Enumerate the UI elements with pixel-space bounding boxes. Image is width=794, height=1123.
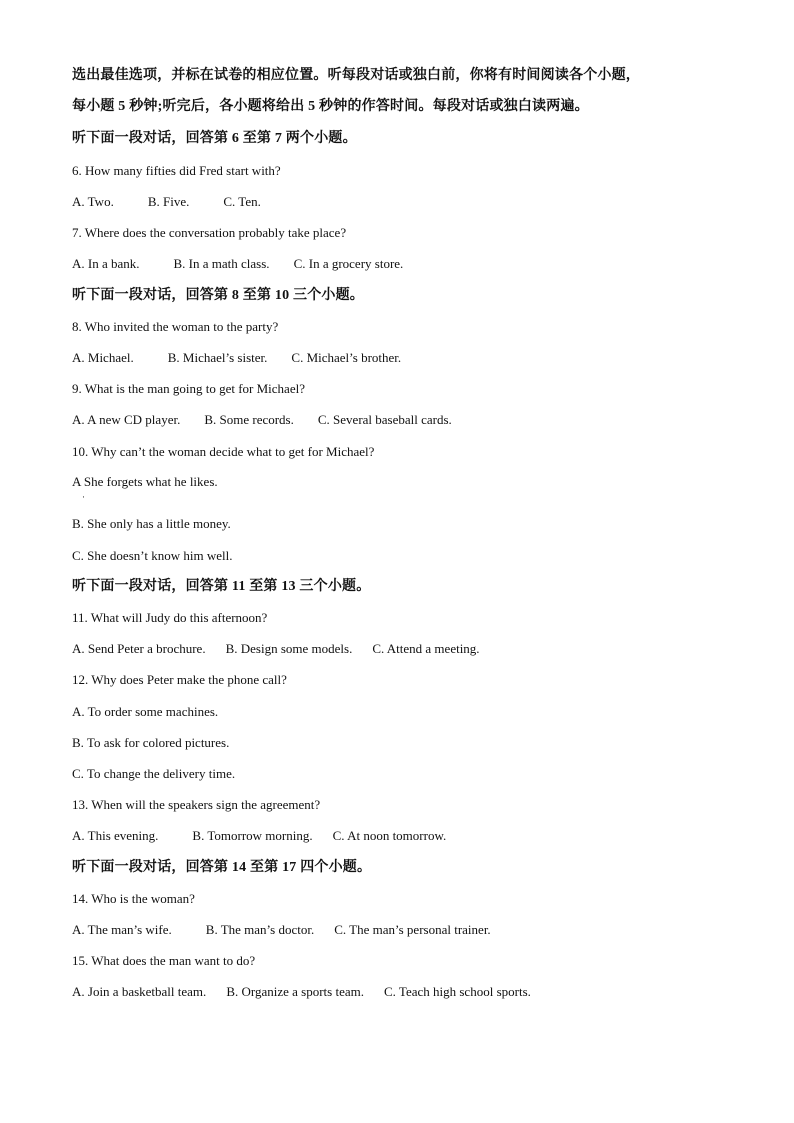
- option-a: A. Two.: [72, 194, 114, 209]
- question-options-8: [72, 349, 734, 367]
- option-b: B. Some records.: [204, 412, 294, 427]
- option-c: C. Attend a meeting.: [372, 641, 480, 656]
- option-c: C. Teach high school sports.: [383, 984, 531, 999]
- instructions-line-1: 选出最佳选项，并标在试卷的相应位置。听每段对话或独白前，你将有时间阅读各个小题，: [72, 68, 640, 83]
- question-stem-15: 15. What does the man want to do?: [72, 953, 256, 968]
- question-stem-10: 10. Why can’t the woman decide what to get for Michael?: [72, 444, 375, 459]
- question-option-12-a: A. To order some machines.: [72, 704, 219, 719]
- option-a: A. A new CD player.: [72, 412, 181, 427]
- question-stem-7: 7. Where does the conversation probably take place?: [72, 225, 347, 240]
- option-a: A. The man’s wife.: [72, 922, 172, 937]
- section-heading: 听下面一段对话，回答第 6 至第 7 两个小题。: [72, 131, 357, 146]
- question-stem-6: 6. How many fifties did Fred start with?: [72, 163, 281, 178]
- question-stem-12: 12. Why does Peter make the phone call?: [72, 672, 287, 687]
- option-c: C. At noon tomorrow.: [332, 828, 447, 843]
- question-options-7: [72, 255, 734, 273]
- question-options-6: [72, 193, 734, 211]
- option-b: B. Five.: [147, 194, 190, 209]
- question-stem-11: 11. What will Judy do this afternoon?: [72, 610, 268, 625]
- question-stem-14: 14. Who is the woman?: [72, 891, 195, 906]
- option-c: C. In a grocery store.: [293, 256, 404, 271]
- question-stem-8: 8. Who invited the woman to the party?: [72, 319, 279, 334]
- instructions-line-2: 每小题 5 秒钟;听完后，各小题将给出 5 秒钟的作答时间。每段对话或独白读两遍。: [72, 99, 589, 114]
- option-c: C. The man’s personal trainer.: [334, 922, 491, 937]
- option-a: A. In a bank.: [72, 256, 140, 271]
- section-heading: 听下面一段对话，回答第 8 至第 10 三个小题。: [72, 288, 364, 303]
- option-b: B. Organize a sports team.: [226, 984, 364, 999]
- question-options-11: [72, 640, 734, 658]
- option-a: A. Send Peter a brochure.: [72, 641, 206, 656]
- option-a: A. Join a basketball team.: [72, 984, 207, 999]
- option-c: C. Ten.: [223, 194, 261, 209]
- option-b: B. Michael’s sister.: [167, 350, 268, 365]
- question-option-12-c: C. To change the delivery time.: [72, 766, 236, 781]
- question-options-15: [72, 983, 734, 1001]
- option-b: B. Tomorrow morning.: [192, 828, 313, 843]
- section-heading: 听下面一段对话，回答第 14 至第 17 四个小题。: [72, 860, 372, 875]
- option-a: A. Michael.: [72, 350, 134, 365]
- question-stem-9: 9. What is the man going to get for Michael?: [72, 381, 305, 396]
- question-option-10-c: C. She doesn’t know him well.: [72, 548, 233, 563]
- question-option-12-b: B. To ask for colored pictures.: [72, 735, 230, 750]
- option-b: B. In a math class.: [173, 256, 270, 271]
- option-c: C. Several baseball cards.: [317, 412, 452, 427]
- stray-dot: ·: [82, 492, 85, 502]
- question-option-10-b: B. She only has a little money.: [72, 516, 231, 531]
- option-b: B. The man’s doctor.: [205, 922, 315, 937]
- question-option-10-a: A She forgets what he likes.: [72, 474, 218, 489]
- section-heading: 听下面一段对话，回答第 11 至第 13 三个小题。: [72, 579, 371, 594]
- question-options-9: [72, 411, 734, 429]
- option-b: B. Design some models.: [225, 641, 353, 656]
- option-a: A. This evening.: [72, 828, 159, 843]
- option-c: C. Michael’s brother.: [291, 350, 402, 365]
- question-options-14: [72, 921, 734, 939]
- question-options-13: [72, 827, 734, 845]
- question-stem-13: 13. When will the speakers sign the agreement?: [72, 797, 321, 812]
